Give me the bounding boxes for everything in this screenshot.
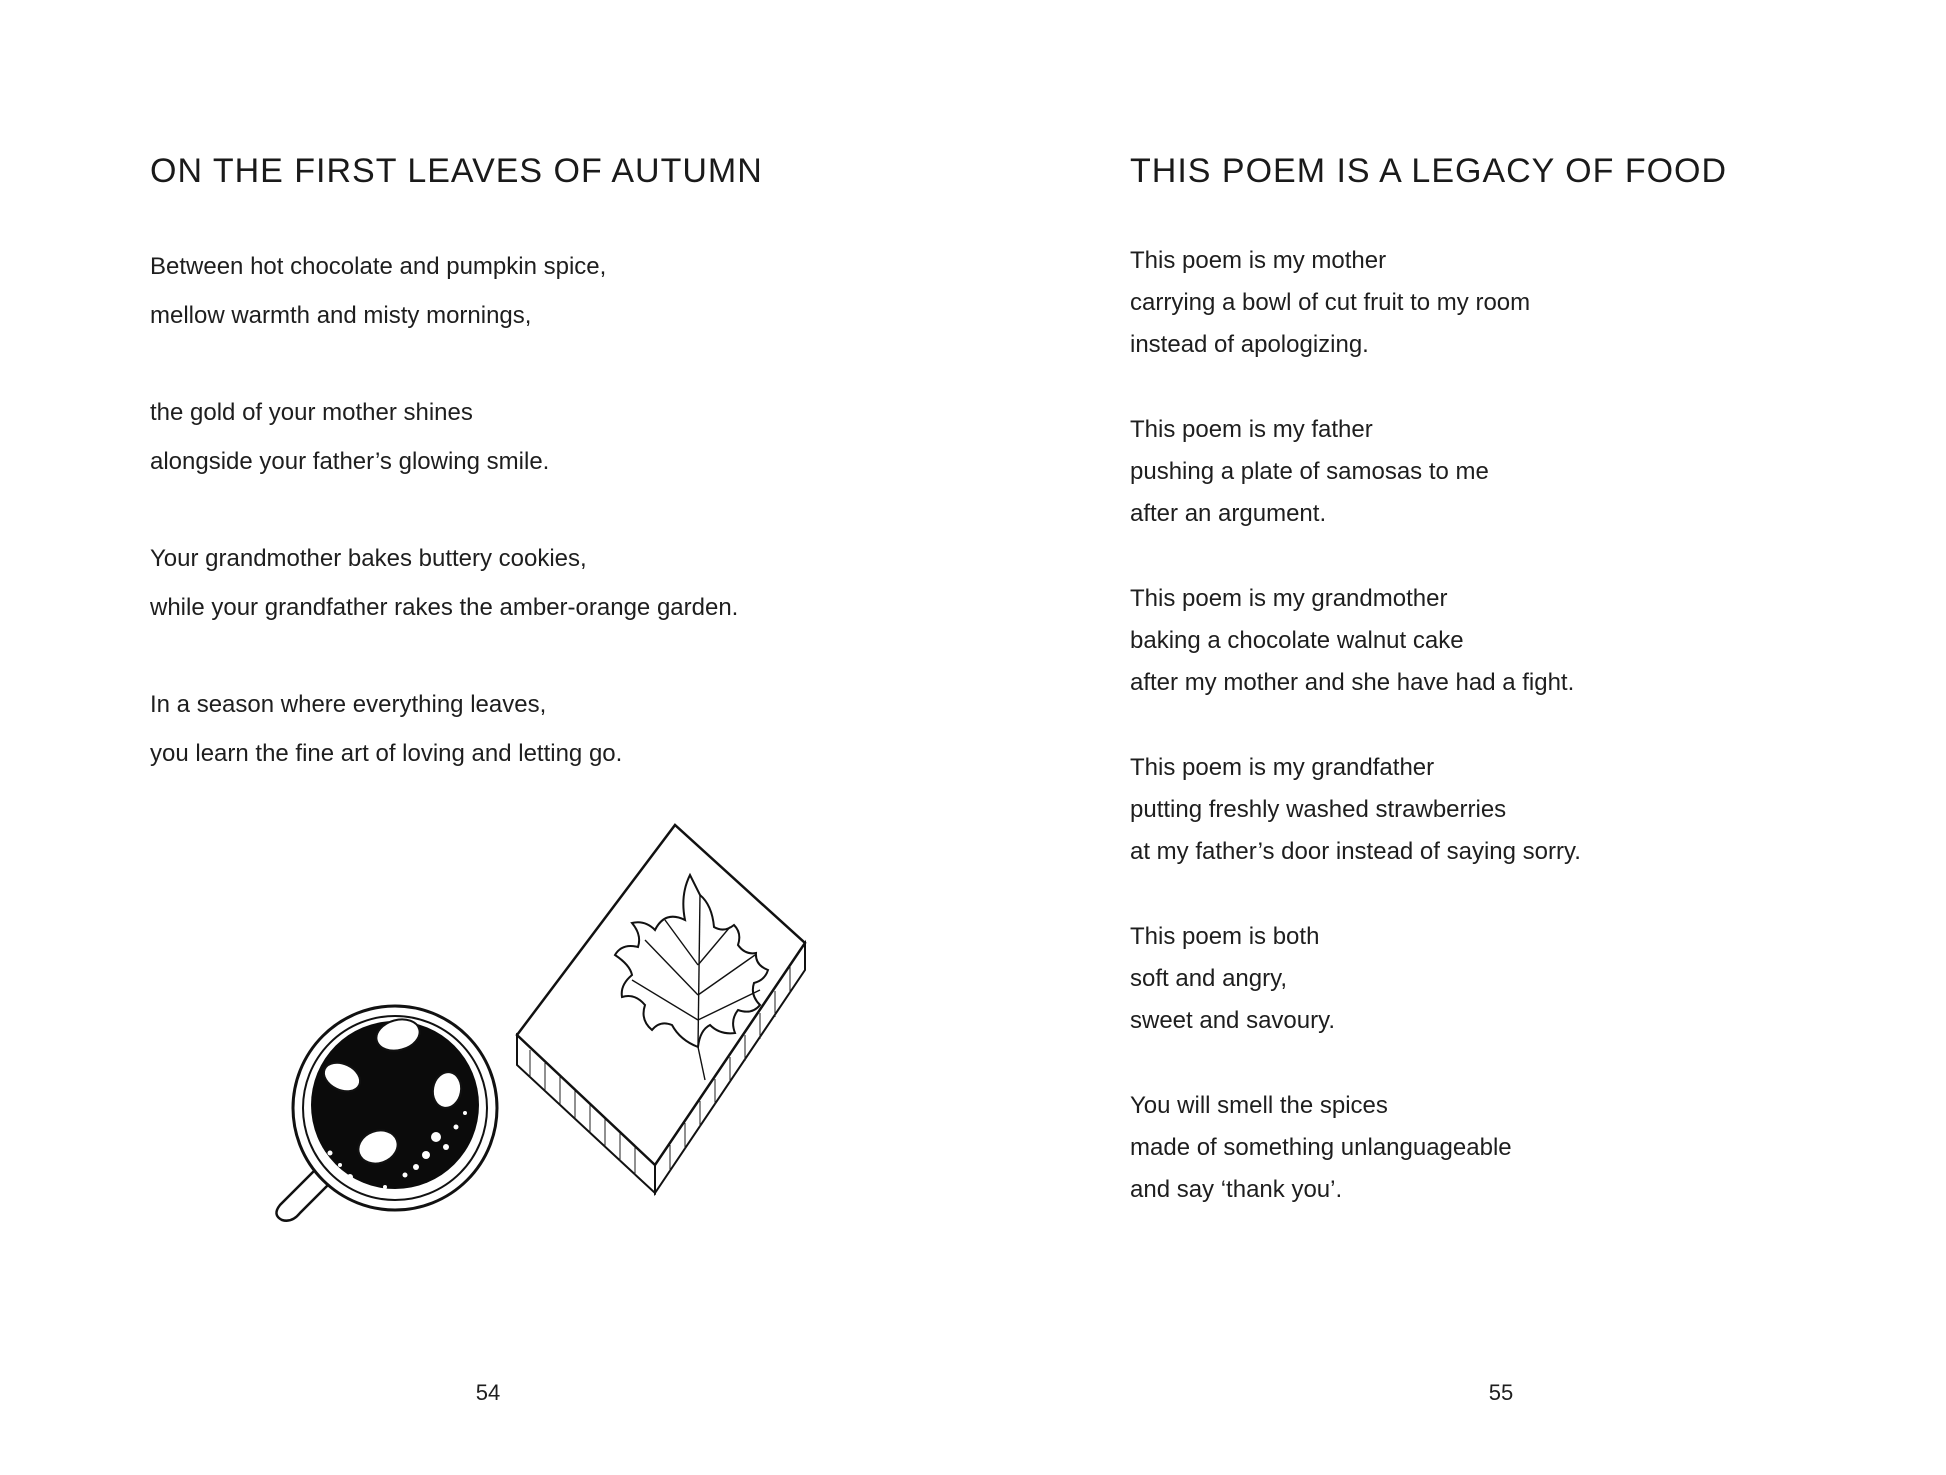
poem-line: carrying a bowl of cut fruit to my room	[1130, 289, 1531, 316]
poem-line: after an argument.	[1130, 500, 1327, 527]
poem-line: the gold of your mother shines	[150, 399, 473, 426]
poem-line: This poem is my mother	[1130, 247, 1387, 274]
poem-line: You will smell the spices	[1130, 1092, 1388, 1119]
poem-line: alongside your father’s glowing smile.	[150, 448, 550, 475]
poem-line: This poem is both	[1130, 923, 1320, 950]
poem-title: THIS POEM IS A LEGACY OF FOOD	[1130, 152, 1728, 190]
page-number: 55	[1488, 1380, 1514, 1405]
book-icon	[517, 825, 805, 1193]
autumn-illustration	[260, 815, 840, 1235]
poem-line: Between hot chocolate and pumpkin spice,	[150, 253, 607, 280]
poem-line: This poem is my grandfather	[1130, 754, 1435, 781]
poem-line: Your grandmother bakes buttery cookies,	[150, 545, 587, 572]
poem-line: made of something unlanguageable	[1130, 1134, 1512, 1161]
poem-line: while your grandfather rakes the amber-orange garden.	[150, 594, 739, 621]
poem-line: baking a chocolate walnut cake	[1130, 627, 1464, 654]
poem-line: pushing a plate of samosas to me	[1130, 458, 1489, 485]
poem-line: mellow warmth and misty mornings,	[150, 302, 532, 329]
mug-icon	[276, 1006, 497, 1221]
poem-line: soft and angry,	[1130, 965, 1287, 992]
right-page	[973, 0, 1946, 1475]
page-number: 54	[475, 1380, 501, 1405]
poem-title: ON THE FIRST LEAVES OF AUTUMN	[150, 152, 763, 190]
poem-line: In a season where everything leaves,	[150, 691, 547, 718]
poem-line: sweet and savoury.	[1130, 1007, 1335, 1034]
poem-line: instead of apologizing.	[1130, 331, 1369, 358]
poem-line: This poem is my father	[1130, 416, 1373, 443]
poem-line: at my father’s door instead of saying sorry.	[1130, 838, 1581, 865]
poem-line: putting freshly washed strawberries	[1130, 796, 1507, 823]
poem-line: you learn the fine art of loving and letting go.	[150, 740, 623, 767]
poem-line: This poem is my grandmother	[1130, 585, 1448, 612]
poem-line: after my mother and she have had a fight.	[1130, 669, 1575, 696]
poem-line: and say ‘thank you’.	[1130, 1176, 1343, 1203]
